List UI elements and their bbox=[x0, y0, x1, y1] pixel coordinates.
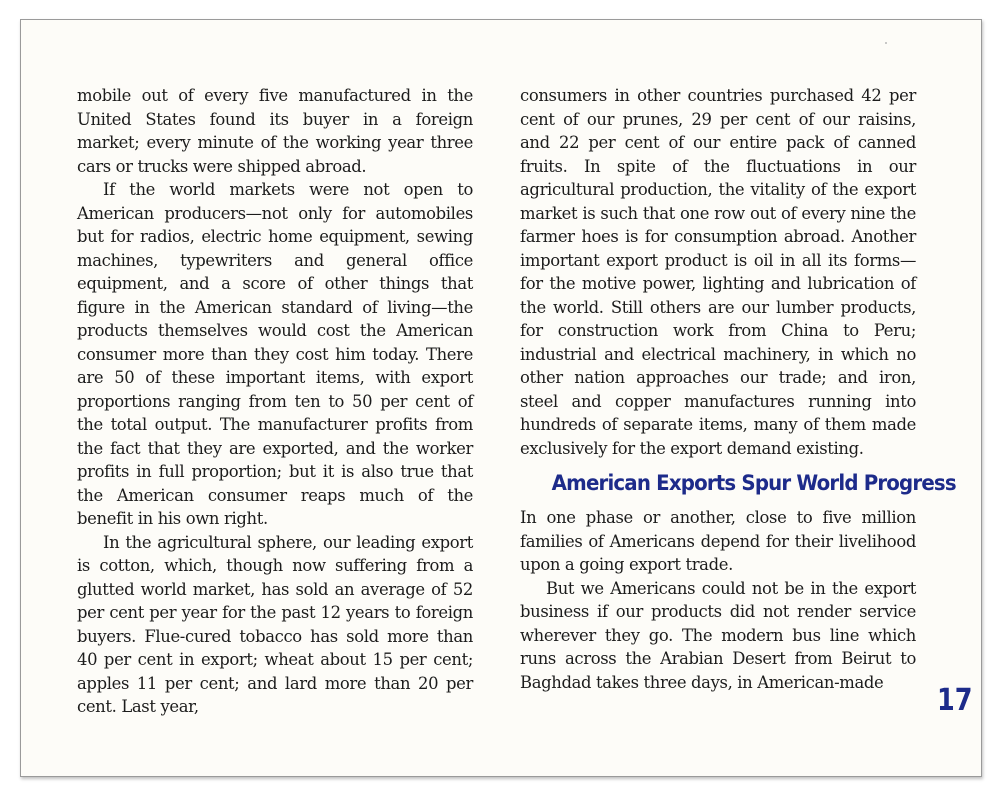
left-column bbox=[77, 84, 473, 719]
right-paragraph-1: consumers in other countries purchased 42 per cent of our prunes, 29 per cent of our raisins, and 22 per cent of our entire pack of canned fruits. In spite of the fluctuations in our agricultural production, the vitality of the export market is such that one row out of every nine the farmer hoes is for consumption abroad. Another important export product is oil in all its forms—for the motive power, lighting and lubrication of the world. Still others are our lumber products, for construction work from China to Peru; industrial and electrical machinery, in which no other nation approaches our trade; and iron, steel and copper manufactures running into hundreds of separate items, many of them made exclusively for the export demand existing. bbox=[520, 86, 916, 458]
document-page bbox=[20, 19, 982, 777]
left-paragraph-1: mobile out of every five manufactured in the United States found its buyer in a foreign market; every minute of the working year three cars or trucks were shipped abroad. bbox=[77, 86, 473, 176]
page-number: 17 bbox=[937, 683, 973, 718]
right-paragraph-3: But we Americans could not be in the export business if our products did not render service wherever they go. The modern bus line which runs across the Arabian Desert from Beirut to Baghdad takes three days, in American-made bbox=[520, 578, 916, 692]
right-column bbox=[520, 84, 956, 694]
left-paragraph-3: In the agricultural sphere, our leading export is cotton, which, though now suffering from a glutted world market, has sold an average of 52 per cent per year for the past 12 years to foreign buyers. Flue-cured tobacco has sold more than 40 per cent in export; wheat about 15 per cent; apples 11 per cent; and lard more than 20 per cent. Last year, bbox=[77, 532, 473, 716]
left-paragraph-2: If the world markets were not open to American producers—not only for automobiles but for radios, electric home equipment, sewing machines, typewriters and general office equipment, and a score of other things that figure in the American standard of living—the products themselves would cost the American consumer more than they cost him today. There are 50 of these important items, with export proportions ranging from ten to 50 per cent of the total output. The manufacturer profits from the fact that they are exported, and the worker profits in full proportion; but it is also true that the American consumer reaps much of the benefit in his own right. bbox=[77, 180, 473, 528]
section-heading: American Exports Spur World Progress bbox=[551, 471, 956, 496]
paper-speck bbox=[885, 42, 887, 44]
right-paragraph-2: In one phase or another, close to five million families of Americans depend for their livelihood upon a going export trade. bbox=[520, 508, 916, 574]
